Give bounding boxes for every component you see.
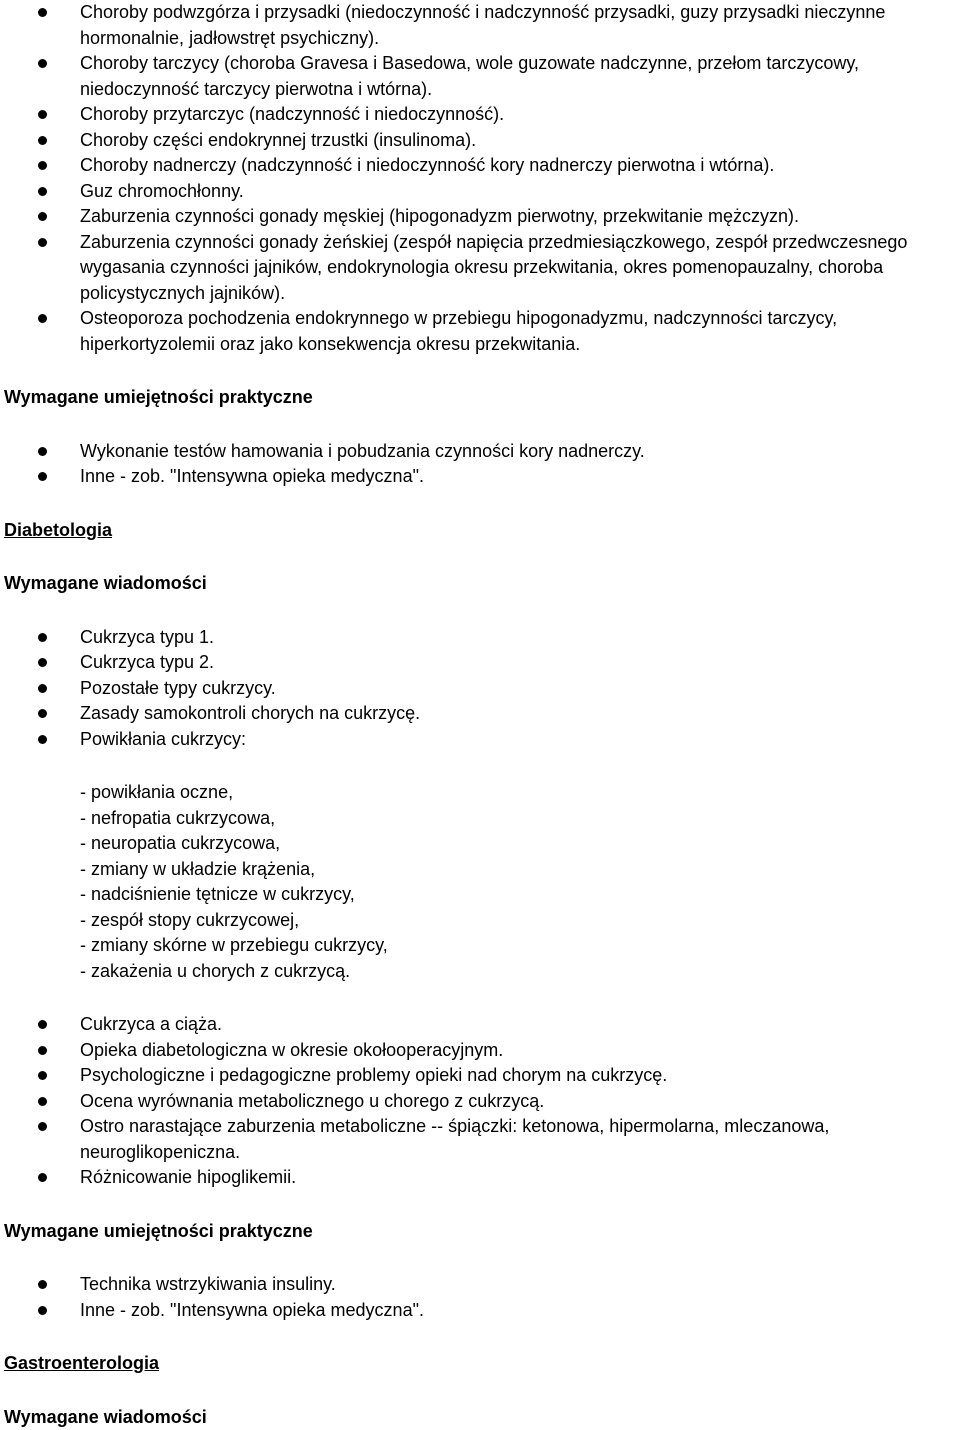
list-item: Technika wstrzykiwania insuliny. <box>0 1272 960 1298</box>
list-item: Choroby podwzgórza i przysadki (niedoczynność i nadczynność przysadki, guzy przysadki nieczynne hormonalnie, jadłowstręt psychiczny). <box>0 0 960 51</box>
knowledge-heading: Wymagane wiadomości <box>0 571 960 597</box>
list-item: - nefropatia cukrzycowa, <box>0 806 960 832</box>
list-item: - neuropatia cukrzycowa, <box>0 831 960 857</box>
list-item: Zaburzenia czynności gonady żeńskiej (zespół napięcia przedmiesiączkowego, zespół przedwczesnego wygasania czynności jajników, endokrynologia okresu przekwitania, okres pomenopauzalny, choroba policystycznych jajników). <box>0 230 960 307</box>
skills-list <box>0 439 960 490</box>
list-item: Osteoporoza pochodzenia endokrynnego w przebiegu hipogonadyzmu, nadczynności tarczycy, hiperkortyzolemii oraz jako konsekwencja okresu przekwitania. <box>0 306 960 357</box>
list-item: - zespół stopy cukrzycowej, <box>0 908 960 934</box>
list-item: Inne - zob. "Intensywna opieka medyczna". <box>0 464 960 490</box>
list-item: Powikłania cukrzycy: <box>0 727 960 753</box>
list-item: - zmiany w układzie krążenia, <box>0 857 960 883</box>
list-item: Choroby tarczycy (choroba Gravesa i Basedowa, wole guzowate nadczynne, przełom tarczycowy, niedoczynność tarczycy pierwotna i wtórna). <box>0 51 960 102</box>
list-item: Zaburzenia czynności gonady męskiej (hipogonadyzm pierwotny, przekwitanie mężczyzn). <box>0 204 960 230</box>
list-item: Inne - zob. "Intensywna opieka medyczna". <box>0 1298 960 1324</box>
list-item: Ocena wyrównania metabolicznego u chorego z cukrzycą. <box>0 1089 960 1115</box>
list-item: Psychologiczne i pedagogiczne problemy opieki nad chorym na cukrzycę. <box>0 1063 960 1089</box>
list-item: - zmiany skórne w przebiegu cukrzycy, <box>0 933 960 959</box>
complications-list <box>0 780 960 984</box>
diabetes-topics-list-continued <box>0 1012 960 1191</box>
diabetes-skills-list <box>0 1272 960 1323</box>
list-item: Ostro narastające zaburzenia metaboliczne -- śpiączki: ketonowa, hipermolarna, mleczanowa, neuroglikopeniczna. <box>0 1114 960 1165</box>
endocrinology-disease-list <box>0 0 960 357</box>
list-item: Choroby części endokrynnej trzustki (insulinoma). <box>0 128 960 154</box>
list-item: Zasady samokontroli chorych na cukrzycę. <box>0 701 960 727</box>
list-item: Cukrzyca a ciąża. <box>0 1012 960 1038</box>
list-item: Wykonanie testów hamowania i pobudzania czynności kory nadnerczy. <box>0 439 960 465</box>
list-item: Różnicowanie hipoglikemii. <box>0 1165 960 1191</box>
list-item: Opieka diabetologiczna w okresie okołooperacyjnym. <box>0 1038 960 1064</box>
skills-heading: Wymagane umiejętności praktyczne <box>0 1219 960 1245</box>
list-item: Cukrzyca typu 1. <box>0 625 960 651</box>
list-item: Choroby nadnerczy (nadczynność i niedoczynność kory nadnerczy pierwotna i wtórna). <box>0 153 960 179</box>
diabetes-topics-list <box>0 625 960 753</box>
list-item: - powikłania oczne, <box>0 780 960 806</box>
list-item: - zakażenia u chorych z cukrzycą. <box>0 959 960 985</box>
knowledge-heading: Wymagane wiadomości <box>0 1405 960 1430</box>
list-item: - nadciśnienie tętnicze w cukrzycy, <box>0 882 960 908</box>
list-item: Choroby przytarczyc (nadczynność i niedoczynność). <box>0 102 960 128</box>
list-item: Cukrzyca typu 2. <box>0 650 960 676</box>
skills-heading: Wymagane umiejętności praktyczne <box>0 385 960 411</box>
section-title-gastroenterology: Gastroenterologia <box>0 1351 960 1377</box>
list-item: Guz chromochłonny. <box>0 179 960 205</box>
list-item: Pozostałe typy cukrzycy. <box>0 676 960 702</box>
section-title-diabetology: Diabetologia <box>0 518 960 544</box>
